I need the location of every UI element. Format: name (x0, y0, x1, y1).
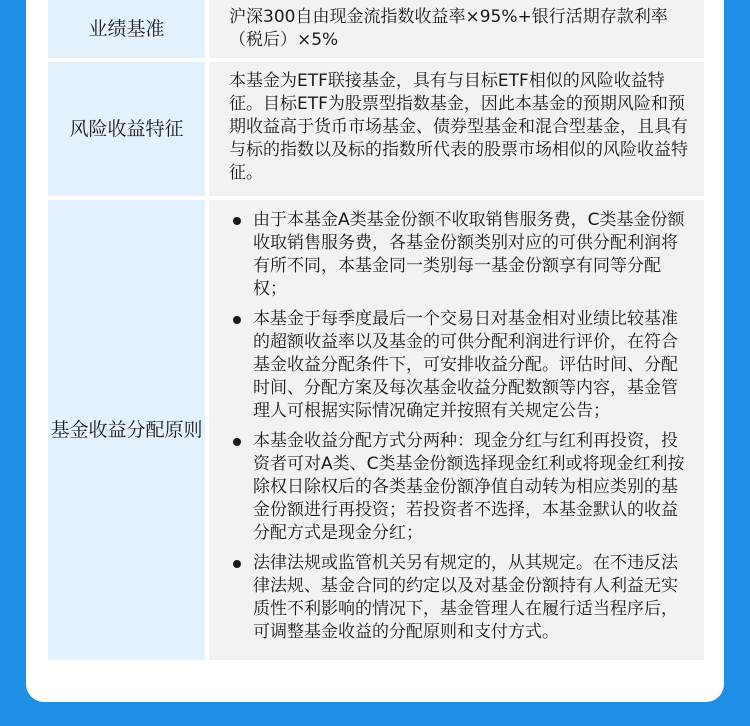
fund-info-table (48, 0, 704, 664)
row-value: 沪深300自由现金流指数收益率×95%+银行活期存款利率（税后）×5% (209, 0, 704, 58)
distribution-rules-list (229, 209, 692, 644)
row-label-line: 分配原则 (126, 419, 203, 441)
row-label-line: 基金收益 (50, 419, 127, 441)
table-row (48, 200, 704, 660)
table-row (48, 0, 704, 58)
content-card (26, 0, 724, 702)
row-label (48, 200, 205, 660)
row-label: 业绩基准 (48, 0, 205, 58)
table-row (48, 62, 704, 196)
list-item: 本基金于每季度最后一个交易日对基金相对业绩比较基准的超额收益率以及基金的可供分配利润进行评价，在符合基金收益分配条件下，可安排收益分配。评估时间、分配时间、分配方案及每次基金收益分配数额等内容，基金管理人可根据实际情况确定并按照有关规定公告； (229, 308, 692, 423)
row-value: 本基金为ETF联接基金，具有与目标ETF相似的风险收益特征。目标ETF为股票型指数基金，因此本基金的预期风险和预期收益高于货币市场基金、债券型基金和混合型基金，且具有与标的指数以及标的指数所代表的股票市场相似的风险收益特征。 (209, 62, 704, 196)
list-item: 本基金收益分配方式分两种：现金分红与红利再投资，投资者可对A类、C类基金份额选择现金红利或将现金红利按除权日除权后的各类基金份额净值自动转为相应类别的基金份额进行再投资；若投资者不选择，本基金默认的收益分配方式是现金分红； (229, 430, 692, 545)
list-item: 由于本基金A类基金份额不收取销售服务费，C类基金份额收取销售服务费，各基金份额类别对应的可供分配利润将有所不同，本基金同一类别每一基金份额享有同等分配权； (229, 209, 692, 301)
row-value (209, 200, 704, 660)
row-label: 风险收益特征 (48, 62, 205, 196)
list-item: 法律法规或监管机关另有规定的，从其规定。在不违反法律法规、基金合同的约定以及对基金份额持有人利益无实质性不利影响的情况下，基金管理人在履行适当程序后，可调整基金收益的分配原则和支付方式。 (229, 552, 692, 644)
